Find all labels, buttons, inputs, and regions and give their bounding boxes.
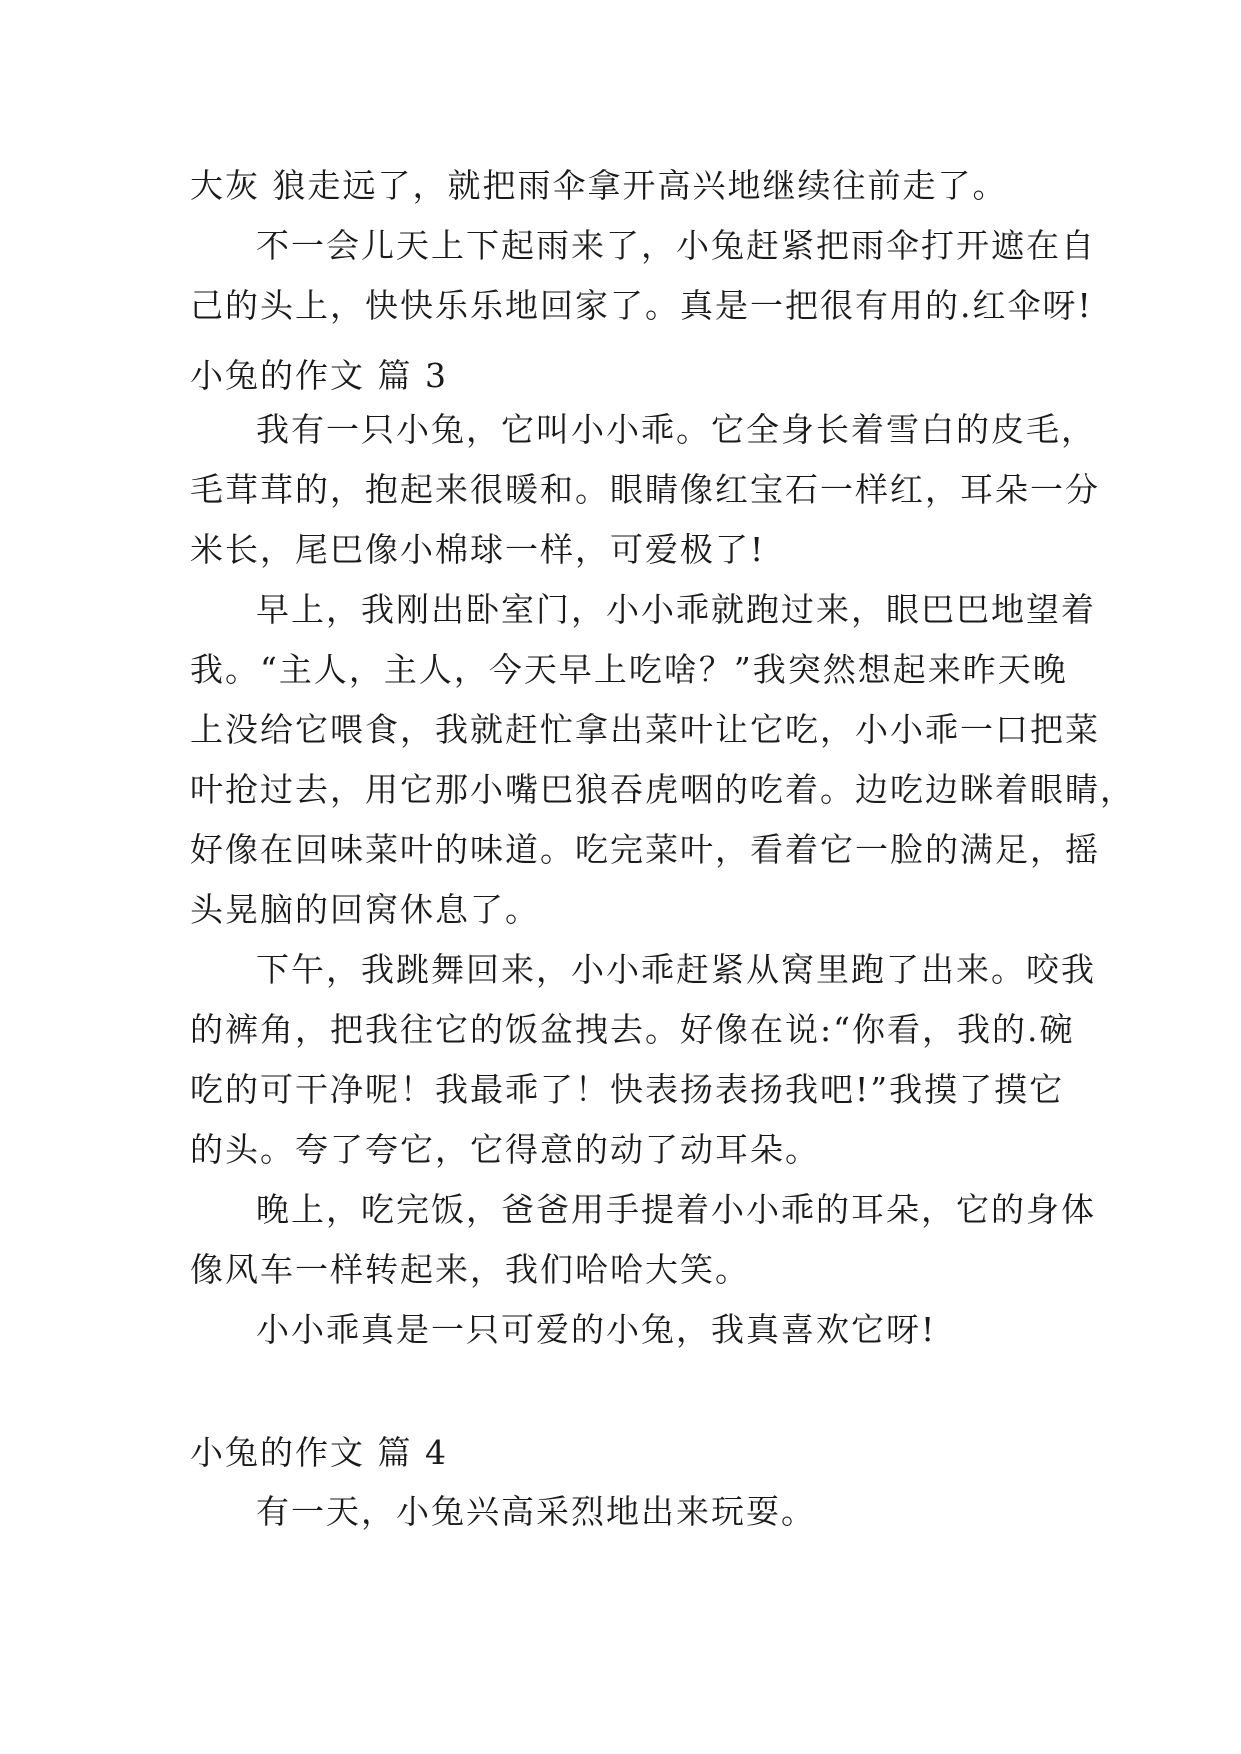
paragraph-line: 头晃脑的回窝休息了。 (190, 890, 540, 929)
paragraph-line: 大灰 狼走远了，就把雨伞拿开高兴地继续往前走了。 (190, 166, 1008, 205)
paragraph-line: 米长，尾巴像小棉球一样，可爱极了! (190, 530, 766, 569)
paragraph-line: 有一天，小兔兴高采烈地出来玩耍。 (256, 1492, 816, 1531)
paragraph-line: 己的头上，快快乐乐地回家了。真是一把很有用的.红伞呀! (190, 286, 1093, 325)
paragraph-line: 好像在回味菜叶的味道。吃完菜叶，看着它一脸的满足，摇 (190, 830, 1100, 869)
paragraph-line: 不一会儿天上下起雨来了，小兔赶紧把雨伞打开遮在自 (256, 226, 1096, 265)
section-4-body (190, 1482, 1070, 1542)
previous-section-body (190, 156, 1096, 336)
section-3-title: 小兔的作文 篇 3 (190, 356, 448, 395)
paragraph-line: 早上，我刚出卧室门，小小乖就跑过来，眼巴巴地望着 (256, 590, 1096, 629)
paragraph-line: 上没给它喂食，我就赶忙拿出菜叶让它吃，小小乖一口把菜 (190, 710, 1100, 749)
paragraph-line: 小小乖真是一只可爱的小兔，我真喜欢它呀! (256, 1310, 937, 1349)
paragraph-line: 我有一只小兔，它叫小小乖。它全身长着雪白的皮毛， (256, 410, 1096, 449)
paragraph-line: 的裤角，把我往它的饭盆拽去。好像在说:“你看，我的.碗 (190, 1010, 1075, 1049)
paragraph-line: 的头。夸了夸它，它得意的动了动耳朵。 (190, 1130, 820, 1169)
paragraph-line: 我。“主人，主人，今天早上吃啥？”我突然想起来昨天晚 (190, 650, 1068, 689)
section-4-title: 小兔的作文 篇 4 (190, 1433, 448, 1472)
paragraph-line: 晚上，吃完饭，爸爸用手提着小小乖的耳朵，它的身体 (256, 1190, 1096, 1229)
paragraph-line: 下午，我跳舞回来，小小乖赶紧从窝里跑了出来。咬我 (256, 950, 1096, 989)
paragraph-line: 吃的可干净呢！我最乖了！快表扬表扬我吧!”我摸了摸它 (190, 1070, 1065, 1109)
section-3-body (190, 400, 1135, 1360)
paragraph-line: 毛茸茸的，抱起来很暖和。眼睛像红宝石一样红，耳朵一分 (190, 470, 1100, 509)
paragraph-line: 像风车一样转起来，我们哈哈大笑。 (190, 1250, 750, 1289)
paragraph-line: 叶抢过去，用它那小嘴巴狼吞虎咽的吃着。边吃边眯着眼睛， (190, 770, 1135, 809)
